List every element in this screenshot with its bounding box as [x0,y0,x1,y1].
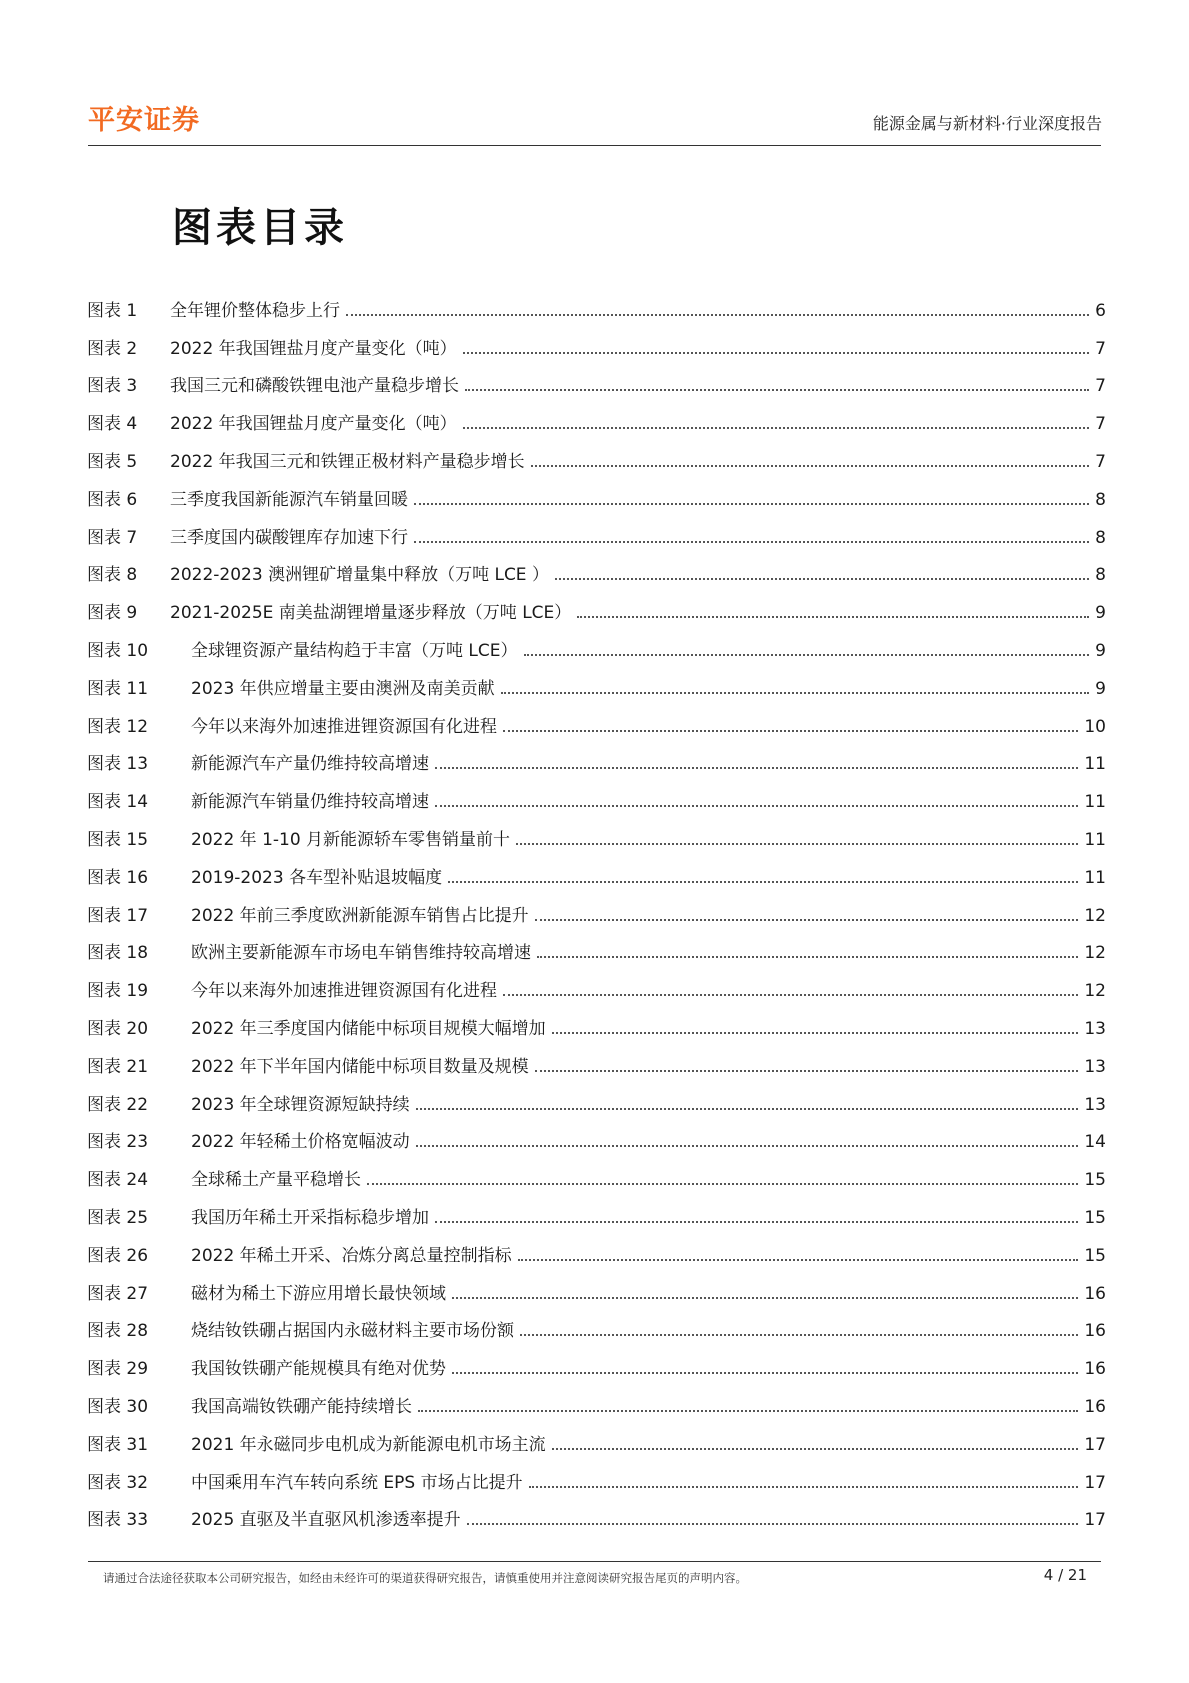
toc-dot-leader [520,1334,1078,1336]
toc-dot-leader [414,541,1089,543]
toc-entry[interactable] [87,1455,1106,1493]
toc-page-number[interactable]: 15 [1084,1245,1106,1266]
toc-page-number[interactable]: 16 [1084,1321,1106,1342]
toc-page-number[interactable]: 9 [1095,678,1106,699]
toc-figure-label: 图表 29 [87,1359,149,1380]
toc-entry[interactable] [87,472,1106,510]
toc-entry[interactable] [87,321,1106,359]
toc-figure-title[interactable]: 2019-2023 各车型补贴退坡幅度 [191,867,443,888]
toc-figure-label: 图表 16 [87,867,149,888]
toc-page-number[interactable]: 16 [1084,1283,1106,1304]
toc-figure-title[interactable]: 2022 年我国三元和铁锂正极材料产量稳步增长 [170,451,525,472]
toc-page-number[interactable]: 8 [1095,565,1106,586]
toc-page-number[interactable]: 7 [1095,414,1106,435]
page-number: 4 / 21 [1043,1566,1087,1584]
toc-dot-leader [577,616,1089,618]
toc-figure-title[interactable]: 2023 年供应增量主要由澳洲及南美贡献 [191,678,495,699]
toc-page-number[interactable]: 7 [1095,376,1106,397]
toc-dot-leader [367,1183,1078,1185]
toc-figure-title[interactable]: 2022 年前三季度欧洲新能源车销售占比提升 [191,905,529,926]
toc-page-number[interactable]: 17 [1084,1434,1106,1455]
toc-figure-title[interactable]: 我国钕铁硼产能规模具有绝对优势 [191,1359,446,1380]
toc-entry[interactable] [87,888,1106,926]
toc-dot-leader [503,730,1078,732]
figure-list [87,283,1106,1530]
toc-figure-label: 图表 4 [87,414,138,435]
toc-page-number[interactable]: 8 [1095,489,1106,510]
toc-dot-leader [435,1221,1078,1223]
toc-entry[interactable] [87,396,1106,434]
report-type: 能源金属与新材料·行业深度报告 [872,114,1102,133]
toc-figure-label: 图表 32 [87,1472,149,1493]
toc-page-number[interactable]: 6 [1095,300,1106,321]
toc-dot-leader [465,389,1089,391]
toc-figure-title[interactable]: 我国三元和磷酸铁锂电池产量稳步增长 [170,376,459,397]
toc-figure-label: 图表 5 [87,451,138,472]
toc-page-number[interactable]: 16 [1084,1396,1106,1417]
toc-figure-title[interactable]: 2025 直驱及半直驱风机渗透率提升 [191,1510,461,1531]
toc-page-number[interactable]: 13 [1084,1094,1106,1115]
toc-figure-title[interactable]: 今年以来海外加速推进锂资源国有化进程 [191,981,497,1002]
toc-figure-label: 图表 26 [87,1245,149,1266]
toc-page-number[interactable]: 12 [1084,905,1106,926]
toc-figure-title[interactable]: 2022 年下半年国内储能中标项目数量及规模 [191,1056,529,1077]
toc-page-number[interactable]: 11 [1084,792,1106,813]
toc-entry[interactable] [87,510,1106,548]
toc-figure-label: 图表 3 [87,376,138,397]
toc-figure-title[interactable]: 三季度我国新能源汽车销量回暖 [170,489,408,510]
toc-dot-leader [537,956,1078,958]
toc-entry[interactable] [87,1190,1106,1228]
toc-entry[interactable] [87,1152,1106,1190]
toc-figure-label: 图表 20 [87,1018,149,1039]
toc-page-number[interactable]: 13 [1084,1018,1106,1039]
toc-figure-title[interactable]: 欧洲主要新能源车市场电车销售维持较高增速 [191,943,531,964]
toc-dot-leader [529,1486,1079,1488]
toc-entry[interactable] [87,1341,1106,1379]
toc-entry[interactable] [87,963,1106,1001]
toc-figure-label: 图表 7 [87,527,138,548]
toc-figure-title[interactable]: 我国历年稀土开采指标稳步增加 [191,1207,429,1228]
toc-dot-leader [535,1070,1079,1072]
footer-disclaimer: 请通过合法途径获取本公司研究报告，如经由未经许可的渠道获得研究报告，请慎重使用并注意阅读研究报告尾页的声明内容。 [103,1571,747,1585]
toc-dot-leader [452,1297,1078,1299]
toc-figure-label: 图表 8 [87,565,138,586]
toc-dot-leader [516,843,1078,845]
toc-page-number[interactable]: 7 [1095,338,1106,359]
toc-figure-label: 图表 13 [87,754,149,775]
toc-entry[interactable] [87,1039,1106,1077]
toc-dot-leader [418,1410,1078,1412]
toc-figure-label: 图表 2 [87,338,138,359]
toc-page-number[interactable]: 12 [1084,981,1106,1002]
toc-figure-label: 图表 14 [87,792,149,813]
toc-dot-leader [416,1108,1079,1110]
toc-figure-label: 图表 25 [87,1207,149,1228]
toc-dot-leader [463,427,1090,429]
toc-dot-leader [435,805,1078,807]
toc-page-number[interactable]: 7 [1095,451,1106,472]
toc-dot-leader [452,1372,1078,1374]
toc-dot-leader [467,1523,1079,1525]
toc-figure-label: 图表 30 [87,1396,149,1417]
toc-figure-title[interactable]: 三季度国内碳酸锂库存加速下行 [170,527,408,548]
toc-dot-leader [552,1032,1079,1034]
toc-entry[interactable] [87,850,1106,888]
toc-figure-label: 图表 33 [87,1510,149,1531]
toc-figure-title[interactable]: 磁材为稀土下游应用增长最快领域 [191,1283,446,1304]
toc-entry[interactable] [87,548,1106,586]
toc-entry[interactable] [87,1304,1106,1342]
toc-dot-leader [531,465,1090,467]
toc-entry[interactable] [87,434,1106,472]
toc-entry[interactable] [87,1228,1106,1266]
toc-figure-label: 图表 21 [87,1056,149,1077]
toc-figure-title[interactable]: 2023 年全球锂资源短缺持续 [191,1094,410,1115]
toc-figure-title[interactable]: 全球锂资源产量结构趋于丰富（万吨 LCE） [191,640,518,661]
toc-figure-label: 图表 6 [87,489,138,510]
toc-page-number[interactable]: 13 [1084,1056,1106,1077]
toc-page-number[interactable]: 8 [1095,527,1106,548]
toc-figure-label: 图表 15 [87,829,149,850]
toc-entry[interactable] [87,1115,1106,1153]
toc-entry[interactable] [87,359,1106,397]
toc-page-number[interactable]: 9 [1095,603,1106,624]
toc-entry[interactable] [87,1001,1106,1039]
toc-entry[interactable] [87,1379,1106,1417]
toc-dot-leader [435,767,1078,769]
toc-figure-title[interactable]: 2022 年我国锂盐月度产量变化（吨） [170,414,457,435]
toc-dot-leader [524,654,1090,656]
toc-entry[interactable] [87,1417,1106,1455]
toc-figure-title[interactable]: 全球稀土产量平稳增长 [191,1170,361,1191]
toc-figure-title[interactable]: 2021-2025E 南美盐湖锂增量逐步释放（万吨 LCE） [170,603,572,624]
toc-entry[interactable] [87,812,1106,850]
toc-figure-label: 图表 28 [87,1321,149,1342]
toc-dot-leader [448,881,1078,883]
toc-page-number[interactable]: 15 [1084,1207,1106,1228]
toc-figure-label: 图表 1 [87,300,138,321]
toc-page-number[interactable]: 11 [1084,867,1106,888]
toc-figure-title[interactable]: 2022 年三季度国内储能中标项目规模大幅增加 [191,1018,546,1039]
toc-figure-title[interactable]: 今年以来海外加速推进锂资源国有化进程 [191,716,497,737]
toc-figure-title[interactable]: 2022 年稀土开采、冶炼分离总量控制指标 [191,1245,512,1266]
toc-dot-leader [535,919,1079,921]
toc-figure-label: 图表 10 [87,640,149,661]
toc-figure-title[interactable]: 我国高端钕铁硼产能持续增长 [191,1396,412,1417]
toc-dot-leader [501,692,1090,694]
toc-page-number[interactable]: 14 [1084,1132,1106,1153]
toc-figure-label: 图表 17 [87,905,149,926]
toc-entry[interactable] [87,1493,1106,1531]
header-divider [88,145,1101,146]
toc-page-number[interactable]: 11 [1084,829,1106,850]
toc-dot-leader [416,1145,1079,1147]
toc-dot-leader [503,994,1078,996]
toc-entry[interactable] [87,585,1106,623]
toc-entry[interactable] [87,661,1106,699]
toc-figure-label: 图表 27 [87,1283,149,1304]
toc-dot-leader [552,1448,1079,1450]
toc-figure-title[interactable]: 2022 年轻稀土价格宽幅波动 [191,1132,410,1153]
toc-entry[interactable] [87,283,1106,321]
toc-entry[interactable] [87,1077,1106,1115]
toc-page-number[interactable]: 11 [1084,754,1106,775]
toc-page-number[interactable]: 10 [1084,716,1106,737]
toc-figure-label: 图表 12 [87,716,149,737]
toc-page-number[interactable]: 17 [1084,1510,1106,1531]
toc-figure-title[interactable]: 全年锂价整体稳步上行 [170,300,340,321]
toc-figure-title[interactable]: 中国乘用车汽车转向系统 EPS 市场占比提升 [191,1472,523,1493]
toc-dot-leader [518,1259,1079,1261]
toc-page-number[interactable]: 16 [1084,1359,1106,1380]
toc-figure-title[interactable]: 烧结钕铁硼占据国内永磁材料主要市场份额 [191,1321,514,1342]
page-title: 图表目录 [172,205,348,251]
toc-page-number[interactable]: 17 [1084,1472,1106,1493]
toc-dot-leader [463,352,1090,354]
toc-entry[interactable] [87,1266,1106,1304]
toc-figure-label: 图表 24 [87,1170,149,1191]
toc-figure-label: 图表 11 [87,678,149,699]
toc-figure-label: 图表 23 [87,1132,149,1153]
toc-dot-leader [414,503,1089,505]
toc-entry[interactable] [87,774,1106,812]
toc-entry[interactable] [87,623,1106,661]
toc-figure-title[interactable]: 2022 年 1-10 月新能源轿车零售销量前十 [191,829,511,850]
toc-figure-title[interactable]: 新能源汽车销量仍维持较高增速 [191,792,429,813]
toc-entry[interactable] [87,926,1106,964]
toc-page-number[interactable]: 9 [1095,640,1106,661]
toc-figure-title[interactable]: 2022 年我国锂盐月度产量变化（吨） [170,338,457,359]
toc-page-number[interactable]: 12 [1084,943,1106,964]
toc-dot-leader [555,578,1089,580]
brand-logo: 平安证券 [88,105,200,136]
toc-figure-title[interactable]: 新能源汽车产量仍维持较高增速 [191,754,429,775]
toc-figure-label: 图表 9 [87,603,138,624]
toc-entry[interactable] [87,737,1106,775]
toc-page-number[interactable]: 15 [1084,1170,1106,1191]
toc-dot-leader [346,314,1089,316]
toc-figure-label: 图表 19 [87,981,149,1002]
toc-figure-title[interactable]: 2022-2023 澳洲锂矿增量集中释放（万吨 LCE ） [170,565,549,586]
toc-figure-label: 图表 22 [87,1094,149,1115]
toc-figure-label: 图表 18 [87,943,149,964]
toc-figure-label: 图表 31 [87,1434,149,1455]
toc-entry[interactable] [87,699,1106,737]
footer-divider [88,1561,1101,1562]
toc-figure-title[interactable]: 2021 年永磁同步电机成为新能源电机市场主流 [191,1434,546,1455]
